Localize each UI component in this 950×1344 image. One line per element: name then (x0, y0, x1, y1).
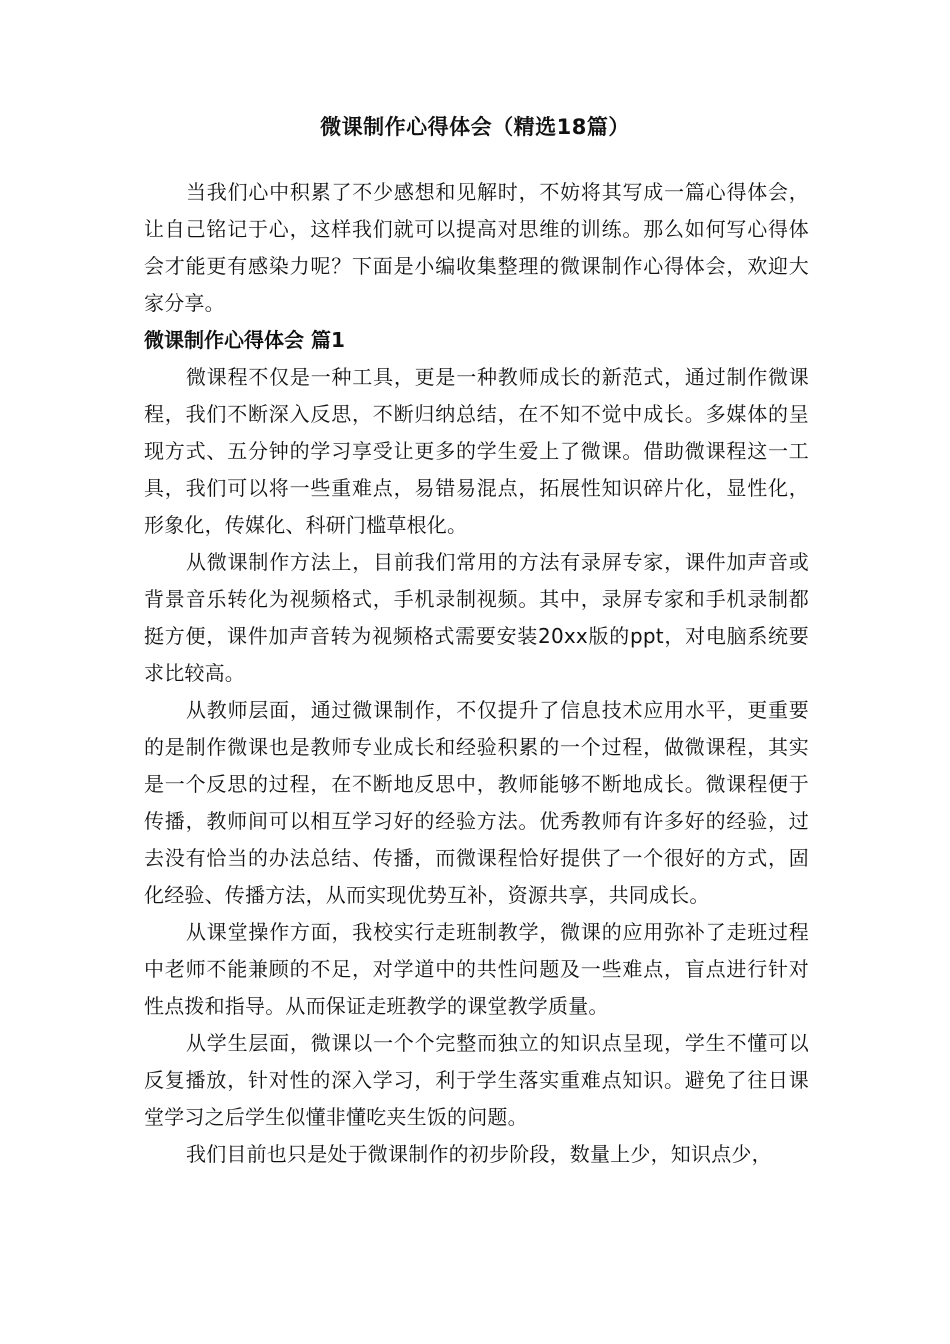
body-paragraph-6: 我们目前也只是处于微课制作的初步阶段，数量上少，知识点少， (186, 1142, 772, 1166)
body-paragraph-3: 从教师层面，通过微课制作，不仅提升了信息技术应用水平，更重要的是制作微课也是教师专业成长和经验积累的一个过程，做微课程，其实是一个反思的过程，在不断地反思中，教师能够不断地成长。微课程便于传播，教师间可以相互学习好的经验方法。优秀教师有许多好的经验，过去没有恰当的办法总结、传播，而微课程恰好提供了一个很好的方式，固化经验、传播方法，从而实现优势互补，资源共享，共同成长。 (144, 698, 809, 907)
document-body (144, 174, 809, 1173)
body-paragraph-1: 微课程不仅是一种工具，更是一种教师成长的新范式，通过制作微课程，我们不断深入反思，不断归纳总结，在不知不觉中成长。多媒体的呈现方式、五分钟的学习享受让更多的学生爱上了微课。借助微课程这一工具，我们可以将一些重难点，易错易混点，拓展性知识碎片化，显性化，形象化，传媒化、科研门槛草根化。 (144, 365, 809, 537)
body-paragraph-2: 从微课制作方法上，目前我们常用的方法有录屏专家，课件加声音或背景音乐转化为视频格式，手机录制视频。其中，录屏专家和手机录制都挺方便，课件加声音转为视频格式需要安装20xx版的ppt，对电脑系统要求比较高。 (144, 550, 809, 685)
document-title: 微课制作心得体会（精选18篇） (320, 115, 630, 139)
body-paragraph-4: 从课堂操作方面，我校实行走班制教学，微课的应用弥补了走班过程中老师不能兼顾的不足，对学道中的共性问题及一些难点，盲点进行针对性点拨和指导。从而保证走班教学的课堂教学质量。 (144, 920, 809, 1018)
intro-paragraph: 当我们心中积累了不少感想和见解时，不妨将其写成一篇心得体会，让自己铭记于心，这样我们就可以提高对思维的训练。那么如何写心得体会才能更有感染力呢？下面是小编收集整理的微课制作心得体会，欢迎大家分享。 (144, 180, 809, 315)
section-heading: 微课制作心得体会 篇1 (144, 328, 345, 352)
body-paragraph-5: 从学生层面，微课以一个个完整而独立的知识点呈现，学生不懂可以反复播放，针对性的深入学习，利于学生落实重难点知识。避免了往日课堂学习之后学生似懂非懂吃夹生饭的问题。 (144, 1031, 809, 1129)
